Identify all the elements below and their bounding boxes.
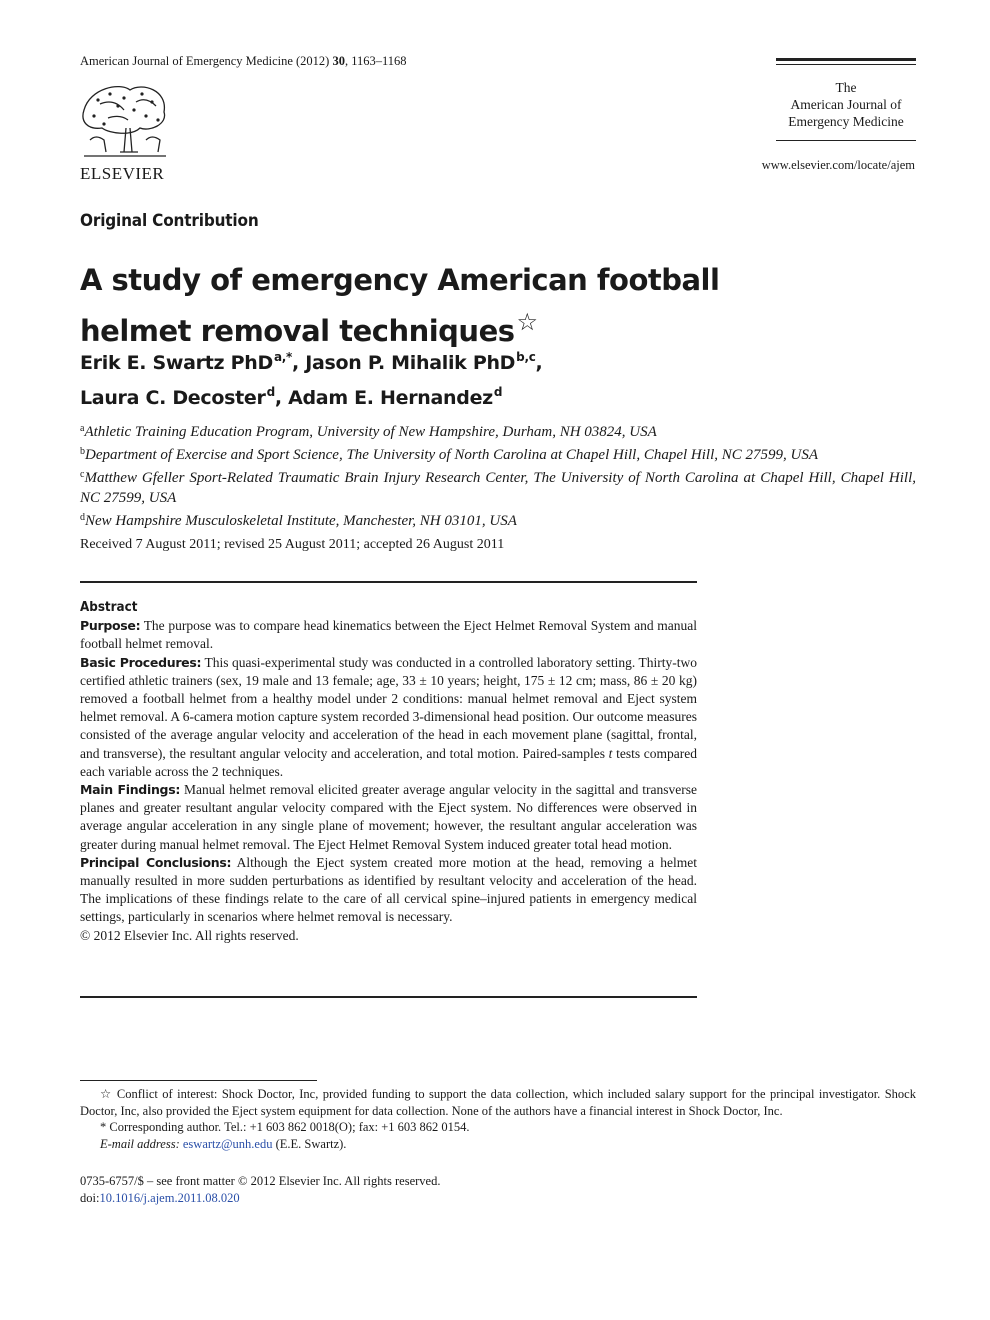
author[interactable]: Erik E. Swartz PhD$^{a,*}$ (80, 350, 292, 374)
abstract-procedures: Basic Procedures: This quasi-experimental study was conducted in a controlled laboratory setting. Thirty-two certified athletic trainers (sex, 19 male and 13 female; age, 33 ± 10 years; height, 175 ± 12 cm; mass, 86 ± 20 kg) removed a football helmet from a healthy model under 2 conditions: manual helmet removal and Eject system helmet removal. A 6-camera motion capture system recorded 3-dimensional head position. Our outcome measures consisted of the average angular velocity and acceleration of the head in each movement plane (sagittal, frontal, and transverse), the resultant angular velocity and acceleration, and total motion. Paired-samples t tests compared each variable across the 2 techniques. (80, 654, 697, 779)
affiliation: $^b$Department of Exercise and Sport Science, The University of North Carolina at Chapel Hill, Chapel Hill, NC 27599, USA (80, 446, 818, 463)
title-footnote-mark[interactable]: ☆ (516, 308, 538, 336)
abstract-bottom-rule (80, 996, 697, 998)
received-dates: Received 7 August 2011; revised 25 August 2011; accepted 26 August 2011 (80, 537, 505, 552)
front-matter (80, 1173, 440, 1207)
journal-masthead (776, 58, 916, 141)
abstract-copyright: © 2012 Elsevier Inc. All rights reserved. (80, 927, 299, 943)
abstract (80, 598, 697, 945)
elsevier-logo (80, 80, 172, 184)
abstract-heading: Abstract (80, 600, 138, 615)
affiliations (80, 419, 916, 531)
doi-link[interactable]: 10.1016/j.ajem.2011.08.020 (99, 1191, 240, 1205)
affiliation: $^a$Athletic Training Education Program, University of New Hampshire, Durham, NH 03824, USA (80, 423, 657, 440)
article-type: Original Contribution (80, 211, 259, 231)
doi-line: doi:10.1016/j.ajem.2011.08.020 (80, 1191, 240, 1205)
masthead-rule (776, 140, 916, 141)
affiliation: $^c$Matthew Gfeller Sport-Related Traumatic Brain Injury Research Center, The University of North Carolina at Chapel Hill, Chapel Hill, NC 27599, USA (80, 469, 916, 506)
author-list: Erik E. Swartz PhD$^{a,*}$, Jason P. Mihalik PhD$^{b,c}$, Laura C. Decoster$^d$, Adam E. Hernandez$^d$ (80, 350, 543, 409)
conflict-footnote: ☆ Conflict of interest: Shock Doctor, Inc, provided funding to support the data collection, which included salary support for the principal investigator. Shock Doctor, Inc, also provided the Eject system equipment for data collection. None of the authors have a financial interest in Shock Doctor, Inc. (80, 1087, 916, 1118)
affiliation: $^d$New Hampshire Musculoskeletal Institute, Manchester, NH 03101, USA (80, 512, 517, 529)
email-link[interactable]: eswartz@unh.edu (182, 1136, 273, 1151)
elsevier-tree-icon (80, 80, 170, 162)
footnotes (80, 1086, 916, 1152)
publisher-name: ELSEVIER (80, 164, 165, 183)
author[interactable]: Adam E. Hernandez$^d$ (288, 385, 503, 409)
article-title: A study of emergency American football helmet removal techniques☆ (80, 263, 720, 348)
email-footnote: E-mail address: eswartz@unh.edu (E.E. Swartz). (100, 1136, 347, 1151)
abstract-top-rule (80, 581, 697, 583)
journal-citation: American Journal of Emergency Medicine (2012) 30, 1163–1168 (80, 54, 407, 68)
journal-url[interactable]: www.elsevier.com/locate/ajem (761, 158, 915, 172)
footnote-rule (80, 1080, 317, 1081)
author[interactable]: Laura C. Decoster$^d$ (80, 385, 275, 409)
masthead-rule (776, 58, 916, 61)
journal-name: The American Journal of Emergency Medicine (788, 80, 904, 129)
abstract-conclusions: Principal Conclusions: Although the Eject system created more motion at the head, removing a helmet manually resulted in more sudden perturbations as identified by resultant velocity and acceleration of the head. The implications of these findings relate to the care of all cervical spine–injured patients in emergency medical settings, particularly in scenarios where helmet removal is necessary. (80, 854, 697, 925)
masthead-rule (776, 64, 916, 65)
issn-line: 0735-6757/$ – see front matter © 2012 Elsevier Inc. All rights reserved. (80, 1174, 441, 1188)
abstract-purpose: Purpose: The purpose was to compare head kinematics between the Eject Helmet Removal System and manual football helmet removal. (80, 618, 697, 652)
abstract-findings: Main Findings: Manual helmet removal elicited greater average angular velocity in the sagittal and transverse planes and greater resultant angular velocity compared with the Eject system. No differences were observed in average angular acceleration in any single plane of movement; however, the resultant angular acceleration was greater during manual helmet removal. The Eject Helmet Removal System induced greater total head motion. (80, 782, 697, 852)
corresponding-footnote: * Corresponding author. Tel.: +1 603 862 0018(O); fax: +1 603 862 0154. (100, 1120, 470, 1134)
author[interactable]: Jason P. Mihalik PhD$^{b,c}$ (305, 350, 536, 374)
